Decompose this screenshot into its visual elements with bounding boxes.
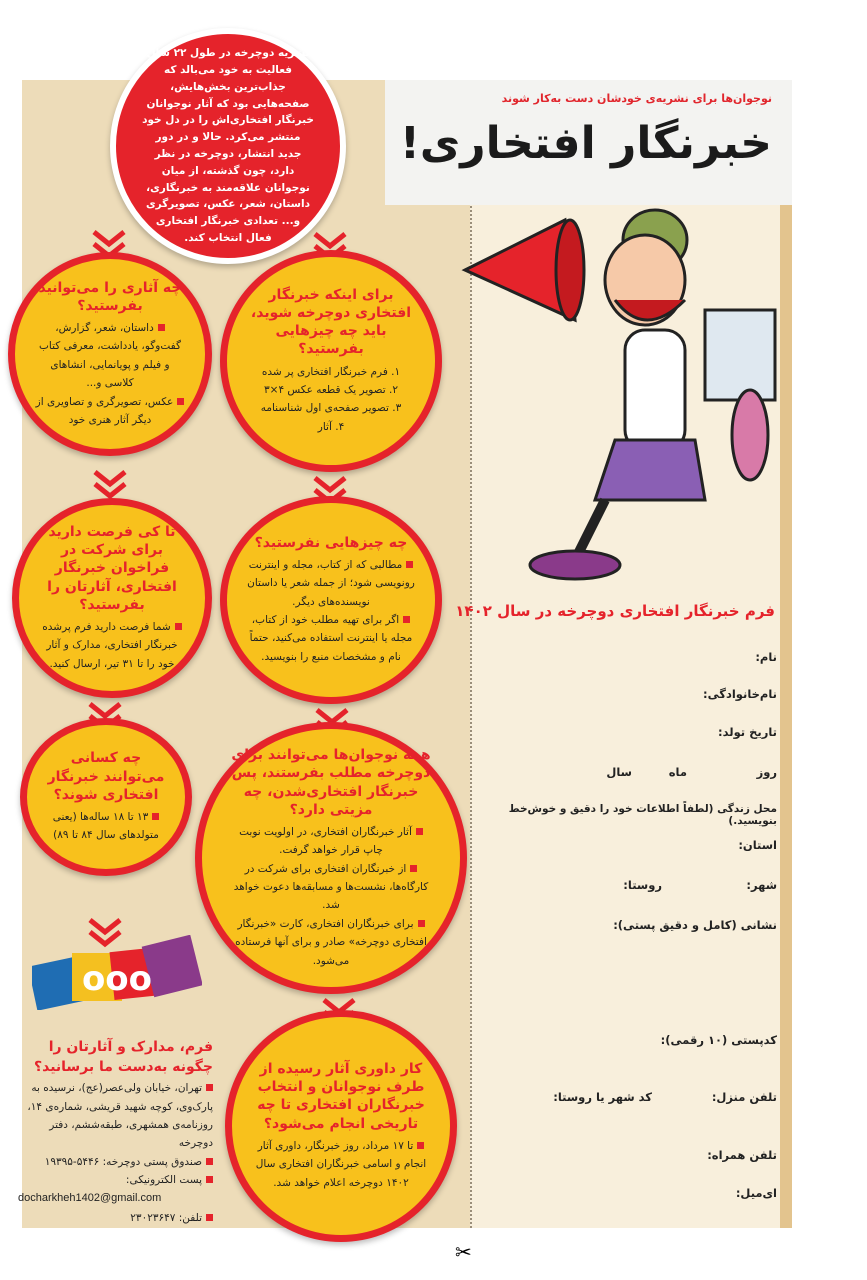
province-field[interactable]: استان:	[738, 838, 777, 852]
birth-day-label: روز	[756, 765, 777, 779]
area-code-field[interactable]: کد شهر یا روستا:	[553, 1090, 652, 1104]
reporter-cartoon-illustration	[455, 180, 785, 590]
city-field[interactable]: شهر:	[746, 878, 777, 892]
list-item: ۴. آثار	[317, 420, 345, 433]
birth-year-label: سال	[606, 765, 632, 779]
list-item: ۱۳ تا ۱۸ ساله‌ها (یعنی متولدهای سال ۸۴ تا ۸۹)	[47, 808, 165, 845]
family-name-field[interactable]: نام‌خانوادگی:	[703, 687, 777, 701]
phone-number: تلفن: ۲۳۰۲۳۶۴۷	[18, 1209, 213, 1227]
chevron-down-icon	[93, 470, 127, 500]
who-circle	[20, 718, 192, 876]
street-address: تهران، خیابان ولی‌عصر(عج)، نرسیده به پارک‌وی، کوچه شهید قریشی، شماره‌ی ۱۴، روزنامه‌ی همشهری، طبقه‌ششم، دفتر دوچرخه	[18, 1079, 213, 1153]
postal-code-field[interactable]: کدپستی (۱۰ رقمی):	[660, 1033, 777, 1047]
list-item: تا ۱۷ مرداد، روز خبرنگار، داوری آثار انجام و اسامی خبرنگاران افتخاری سال ۱۴۰۲ دوچرخه اعلام خواهد شد.	[252, 1137, 430, 1192]
requirements-circle	[220, 250, 442, 472]
section-title: تا کی فرصت دارید برای شرکت در فراخوان خبرنگار افتخاری، آثارتان را بفرستید؟	[47, 523, 177, 613]
list-item: شما فرصت دارید فرم پرشده خبرنگار افتخاری، مدارک و آثار خود را تا ۳۱ تیر، ارسال کنید.	[39, 618, 185, 673]
postal-address-field[interactable]: نشانی (کامل و دقیق پستی):	[613, 918, 777, 932]
section-title: چه چیزهایی نفرستید؟	[254, 534, 408, 551]
benefits-circle	[195, 722, 467, 994]
email-field[interactable]: ای‌میل:	[735, 1186, 777, 1200]
village-field[interactable]: روستا:	[623, 878, 662, 892]
section-title: چه کسانی می‌توانند خبرنگار افتخاری شوند؟	[47, 750, 165, 803]
intro-text: نشریه دوچرخه در طول ۲۲ سال فعالیت به خود می‌بالد که جذاب‌ترین بخش‌هایش، صفحه‌هایی بود که آثار نوجوانان خبرنگار افتخاری‌اش را در دل خود منتشر می‌کرد. حالا و در دور جدید انتشار، دوچرخه در نظر دارد، چون گذشته، از میان نوجوانان علاقه‌مند به خبرنگاری، داستان، شعر، عکس، تصویرگری و... تعدادی خبرنگار افتخاری فعال انتخاب کند.	[142, 47, 314, 244]
name-field[interactable]: نام:	[755, 650, 777, 664]
intro-circle	[110, 28, 346, 264]
docharkheh-logo	[32, 935, 202, 1010]
section-title: برای اینکه خبرنگار افتخاری دوچرخه شوید، باید چه چیزهایی بفرستید؟	[250, 286, 412, 358]
kicker: نوجوان‌ها برای نشریه‌ی خودشان دست به‌کار شوند	[501, 92, 772, 105]
section-title: کار داوری آثار رسیده از طرف نوجوانان و انتخاب خبرنگاران افتخاری تا چه تاریخی انجام می‌شود؟	[257, 1061, 425, 1132]
list-item: از خبرنگاران افتخاری برای شرکت در کارگاه‌ها، نشست‌ها و مسابقه‌ها دعوت خواهد شد.	[228, 860, 434, 915]
svg-text:ooo: ooo	[81, 959, 153, 999]
list-item: اگر برای تهیه مطلب خود از کتاب، مجله یا اینترنت استفاده می‌کنید، حتماً نام و مشخصات منبع را بنویسید.	[247, 611, 415, 666]
page-title: خبرنگار افتخاری!	[399, 118, 772, 169]
po-box: صندوق پستی دوچرخه: ۵۴۴۶-۱۹۳۹۵	[18, 1153, 213, 1171]
dont-send-circle	[220, 496, 442, 704]
email-link[interactable]: docharkheh1402@gmail.com	[18, 1192, 162, 1205]
list-item: ۲. تصویر یک قطعه عکس ۴×۳	[263, 384, 399, 396]
section-title: چه آثاری را می‌توانید بفرستید؟	[38, 279, 182, 314]
birth-month-label: ماه	[668, 765, 687, 779]
deadline-circle	[12, 498, 212, 698]
email-label: پست الکترونیکی:	[18, 1171, 213, 1189]
residence-label: محل زندگی (لطفاً اطلاعات خود را دقیق و خوش‌خط بنویسید.)	[508, 803, 777, 827]
list-item: برای خبرنگاران افتخاری، کارت «خبرنگار افتخاری دوچرخه» صادر و برای آنها فرستاده می‌شود.	[228, 915, 434, 970]
mobile-phone-field[interactable]: تلفن همراه:	[707, 1148, 777, 1162]
list-item: آثار خبرنگاران افتخاری، در اولویت نوبت چاپ قرار خواهد گرفت.	[228, 823, 434, 860]
judging-circle	[225, 1010, 457, 1242]
section-title: همه نوجوان‌ها می‌توانند برای دوچرخه مطلب بفرستند، پس خبرنگار افتخاری‌شدن، چه مزیتی دارد؟	[231, 747, 431, 818]
birth-date-field[interactable]: تاریخ تولد:	[718, 725, 777, 739]
what-works-circle	[8, 252, 212, 456]
scissors-icon: ✂	[455, 1240, 472, 1264]
address-block	[18, 1038, 213, 1227]
list-item: داستان، شعر، گزارش، گفت‌وگو، یادداشت، معرفی کتاب و فیلم و پویانمایی، انشاهای کلاسی و...	[35, 319, 185, 393]
address-title: فرم، مدارک و آثارتان را چگونه به‌دست ما برسانید؟	[34, 1039, 213, 1075]
form-title: فرم خبرنگار افتخاری دوچرخه در سال ۱۴۰۲	[455, 602, 775, 620]
list-item: ۱. فرم خبرنگار افتخاری پر شده	[261, 365, 401, 378]
home-phone-field[interactable]: تلفن منزل:	[711, 1090, 777, 1104]
list-item: مطالبی که از کتاب، مجله و اینترنت رونویسی شود؛ از جمله شعر یا داستان نویسنده‌های دیگر.	[247, 556, 415, 611]
list-item: عکس، تصویرگری و تصاویری از دیگر آثار هنری خود	[35, 393, 185, 430]
list-item: ۳. تصویر صفحه‌ی اول شناسنامه	[260, 402, 402, 415]
